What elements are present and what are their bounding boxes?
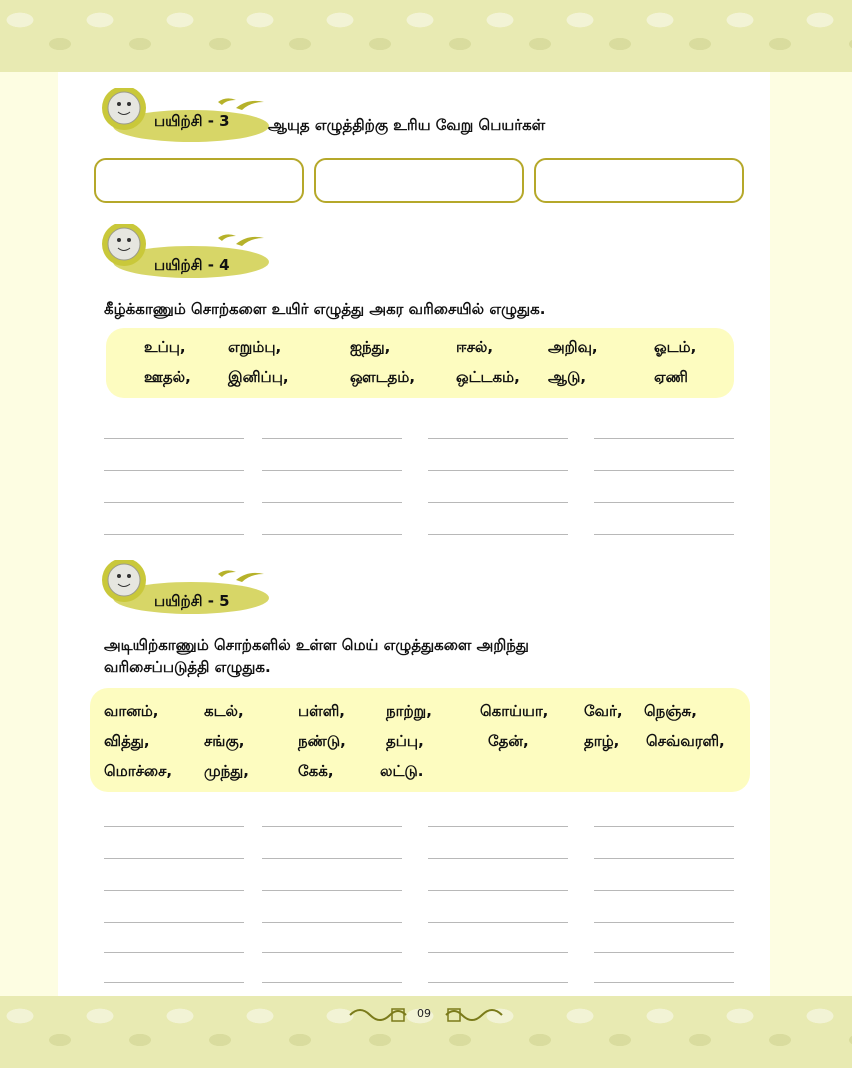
writing-line[interactable]	[262, 534, 402, 535]
writing-line[interactable]	[262, 982, 402, 983]
writing-line[interactable]	[594, 502, 734, 503]
writing-line[interactable]	[104, 890, 244, 891]
answer-box-2[interactable]	[314, 158, 524, 203]
word: கேக்,	[298, 762, 334, 780]
word: நெஞ்சு,	[644, 702, 697, 720]
writing-line[interactable]	[428, 952, 568, 953]
writing-line[interactable]	[262, 502, 402, 503]
word: வானம்,	[104, 702, 159, 720]
writing-line[interactable]	[594, 858, 734, 859]
writing-line[interactable]	[428, 502, 568, 503]
answer-box-3[interactable]	[534, 158, 744, 203]
writing-line[interactable]	[594, 922, 734, 923]
writing-line[interactable]	[104, 858, 244, 859]
word: ஏணி	[654, 368, 688, 386]
writing-line[interactable]	[428, 470, 568, 471]
ornament-right-icon	[444, 1003, 504, 1027]
word: மொச்சை,	[104, 762, 173, 780]
word: ஐந்து,	[350, 338, 391, 356]
exercise-4-instruction: கீழ்க்காணும் சொற்களை உயிர் எழுத்து அகர வரிசையில் எழுதுக.	[104, 300, 546, 318]
word: லட்டு.	[380, 762, 424, 780]
word: ஈசல்,	[456, 338, 494, 356]
writing-line[interactable]	[262, 858, 402, 859]
word: நண்டு,	[298, 732, 346, 750]
writing-line[interactable]	[104, 826, 244, 827]
writing-line[interactable]	[104, 922, 244, 923]
word: சங்கு,	[204, 732, 245, 750]
exercise-3-badge	[96, 88, 276, 148]
word: ஓடம்,	[654, 338, 697, 356]
exercise-4-label: பயிற்சி - 4	[154, 256, 230, 274]
word: ஒட்டகம்,	[456, 368, 520, 386]
answer-box-1[interactable]	[94, 158, 304, 203]
word: தாழ்,	[584, 732, 620, 750]
word: பள்ளி,	[298, 702, 345, 720]
word: உப்பு,	[144, 338, 186, 356]
writing-line[interactable]	[594, 534, 734, 535]
word: இனிப்பு,	[228, 368, 289, 386]
writing-line[interactable]	[104, 438, 244, 439]
word: வித்து,	[104, 732, 150, 750]
writing-line[interactable]	[104, 470, 244, 471]
word: வேர்,	[584, 702, 623, 720]
page-number: 09	[417, 1007, 431, 1020]
writing-line[interactable]	[428, 438, 568, 439]
exercise-5-badge	[96, 560, 276, 620]
writing-line[interactable]	[428, 826, 568, 827]
exercise-3-label: பயிற்சி - 3	[154, 112, 230, 130]
writing-line[interactable]	[262, 922, 402, 923]
writing-line[interactable]	[594, 952, 734, 953]
writing-line[interactable]	[262, 952, 402, 953]
exercise-3-title: ஆயுத எழுத்திற்கு உரிய வேறு பெயர்கள்	[268, 116, 546, 134]
writing-line[interactable]	[262, 470, 402, 471]
writing-line[interactable]	[428, 890, 568, 891]
writing-line[interactable]	[594, 982, 734, 983]
word: ஆடு,	[548, 368, 587, 386]
exercise-5-word-panel	[90, 688, 750, 792]
writing-line[interactable]	[104, 502, 244, 503]
word: ஊதல்,	[144, 368, 191, 386]
word: முந்து,	[204, 762, 249, 780]
writing-line[interactable]	[104, 952, 244, 953]
exercise-4-word-panel	[106, 328, 734, 398]
word: தப்பு,	[386, 732, 424, 750]
writing-line[interactable]	[594, 890, 734, 891]
word: நாற்று,	[386, 702, 432, 720]
writing-line[interactable]	[104, 534, 244, 535]
exercise-5-instruction-line-1: அடியிற்காணும் சொற்களில் உள்ள மெய் எழுத்துகளை அறிந்து	[104, 636, 529, 654]
writing-line[interactable]	[104, 982, 244, 983]
writing-line[interactable]	[428, 982, 568, 983]
ornament-left-icon	[348, 1003, 408, 1027]
word: செவ்வரளி,	[646, 732, 725, 750]
top-decorative-band	[0, 0, 852, 72]
writing-line[interactable]	[262, 890, 402, 891]
writing-line[interactable]	[594, 826, 734, 827]
writing-line[interactable]	[428, 922, 568, 923]
word: ஔடதம்,	[350, 368, 416, 386]
word: கடல்,	[204, 702, 244, 720]
writing-line[interactable]	[262, 826, 402, 827]
exercise-5-label: பயிற்சி - 5	[154, 592, 230, 610]
writing-line[interactable]	[262, 438, 402, 439]
word: கொய்யா,	[480, 702, 549, 720]
word: அறிவு,	[548, 338, 598, 356]
writing-line[interactable]	[428, 534, 568, 535]
word: தேன்,	[488, 732, 529, 750]
word: எறும்பு,	[228, 338, 282, 356]
writing-line[interactable]	[594, 470, 734, 471]
writing-line[interactable]	[428, 858, 568, 859]
writing-line[interactable]	[594, 438, 734, 439]
exercise-4-badge	[96, 224, 276, 284]
exercise-5-instruction-line-2: வரிசைப்படுத்தி எழுதுக.	[104, 658, 271, 676]
